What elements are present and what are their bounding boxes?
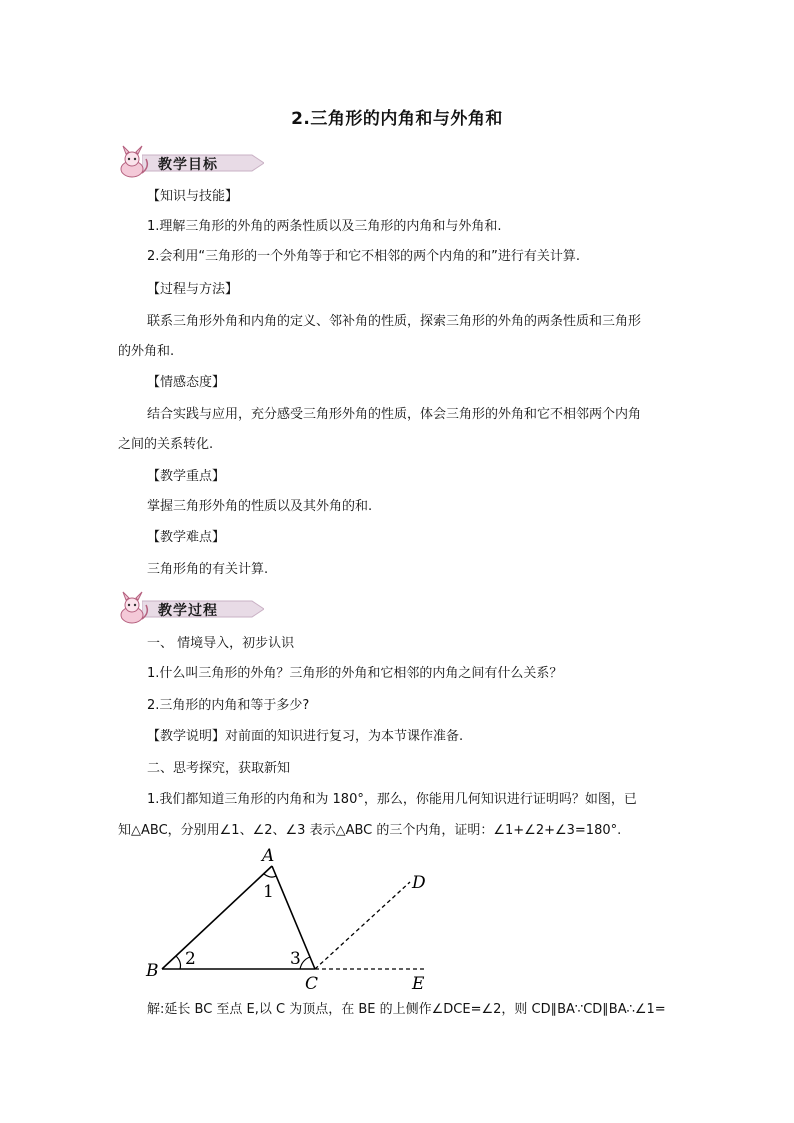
text-line: 联系三角形外角和内角的定义、邻补角的性质，探索三角形的外角的两条性质和三角形 [147,314,642,329]
text-line: 知△ABC，分别用∠1、∠2、∠3 表示△ABC 的三个内角，证明：∠1+∠2+∠3=180°. [118,823,622,838]
section-heading-1: 一、 情境导入，初步认识 [147,636,295,651]
triangle-figure [140,842,440,992]
point-label-b: B [146,961,159,981]
text-line: 掌握三角形外角的性质以及其外角的和. [147,499,373,514]
point-label-c: C [305,974,319,992]
banner-label-goals: 教学目标 [158,157,218,173]
mascot-icon [116,591,152,625]
side-ab [162,866,272,969]
text-line: 1.什么叫三角形的外角？三角形的外角和它相邻的内角之间有什么关系？ [147,666,563,681]
heading-difficulties: 【教学难点】 [147,530,226,545]
angle-label-1: 1 [263,882,274,902]
text-line: 结合实践与应用，充分感受三角形外角的性质，体会三角形的外角和它不相邻两个内角 [147,407,642,422]
section-banner-goals [116,145,266,179]
text-line: 的外角和. [118,344,175,359]
angle-arc-1 [264,874,276,877]
point-label-d: D [412,873,426,893]
text-line: 三角形角的有关计算. [147,562,269,577]
section-heading-2: 二、思考探究，获取新知 [147,761,291,776]
heading-key-points: 【教学重点】 [147,469,226,484]
angle-arc-2 [176,956,181,969]
text-line: 1.我们都知道三角形的内角和为 180°，那么，你能用几何知识进行证明吗？如图，已 [147,792,637,807]
heading-attitude: 【情感态度】 [147,375,226,390]
text-line: 之间的关系转化. [118,437,214,452]
angle-arc-3 [300,957,310,969]
text-line: 2.三角形的内角和等于多少? [147,698,310,713]
heading-process-method: 【过程与方法】 [147,282,239,297]
ray-cd [315,882,410,969]
mascot-icon [116,145,152,179]
text-line: 2.会利用“三角形的一个外角等于和它不相邻的两个内角的和”进行有关计算. [147,249,581,264]
point-label-e: E [412,974,425,992]
heading-knowledge: 【知识与技能】 [147,189,239,204]
point-label-a: A [262,846,275,866]
banner-label-process: 教学过程 [158,603,218,619]
angle-label-3: 3 [290,949,301,969]
text-line-solution: 解:延长 BC 至点 E,以 C 为顶点，在 BE 的上侧作∠DCE=∠2，则 CD∥BA∵CD∥BA∴∠1= [147,1002,666,1017]
page-title: 2.三角形的内角和与外角和 [291,109,503,129]
angle-label-2: 2 [185,949,196,969]
text-line: 【教学说明】对前面的知识进行复习，为本节课作准备. [147,729,464,744]
text-line: 1.理解三角形的外角的两条性质以及三角形的内角和与外角和. [147,219,502,234]
section-banner-process [116,591,266,625]
